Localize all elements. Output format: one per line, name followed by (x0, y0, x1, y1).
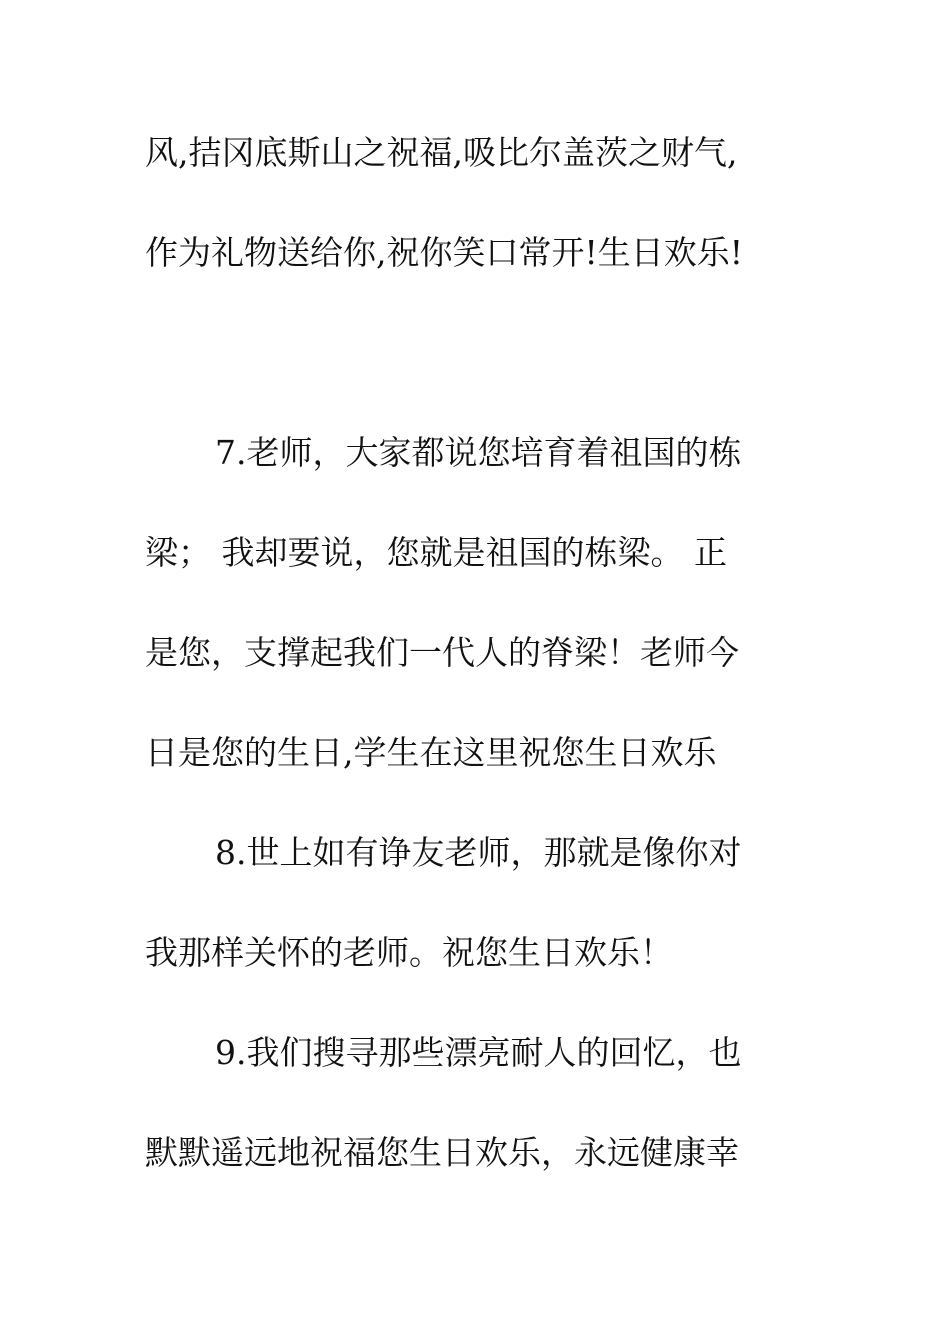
text-line-1: 风,拮冈底斯山之祝福,吸比尔盖茨之财气, (145, 133, 738, 172)
item-9-line-2: 默默遥远地祝福您生日欢乐，永远健康幸 (145, 1133, 739, 1172)
text-line-2: 作为礼物送给你,祝你笑口常开!生日欢乐! (145, 233, 744, 272)
item-8-line-2: 我那样关怀的老师。祝您生日欢乐！ (145, 933, 673, 972)
item-7-line-3: 是您，支撑起我们一代人的脊梁！老师今 (145, 633, 739, 672)
item-7-line-1: 7.老师，大家都说您培育着祖国的栋 (215, 433, 742, 472)
item-8-line-1: 8.世上如有诤友老师，那就是像你对 (215, 833, 742, 872)
item-9-line-1: 9.我们搜寻那些漂亮耐人的回忆，也 (215, 1033, 742, 1072)
item-7-line-4: 日是您的生日,学生在这里祝您生日欢乐 (145, 733, 717, 772)
item-7-line-2: 梁； 我却要说，您就是祖国的栋梁。 正 (145, 533, 727, 572)
